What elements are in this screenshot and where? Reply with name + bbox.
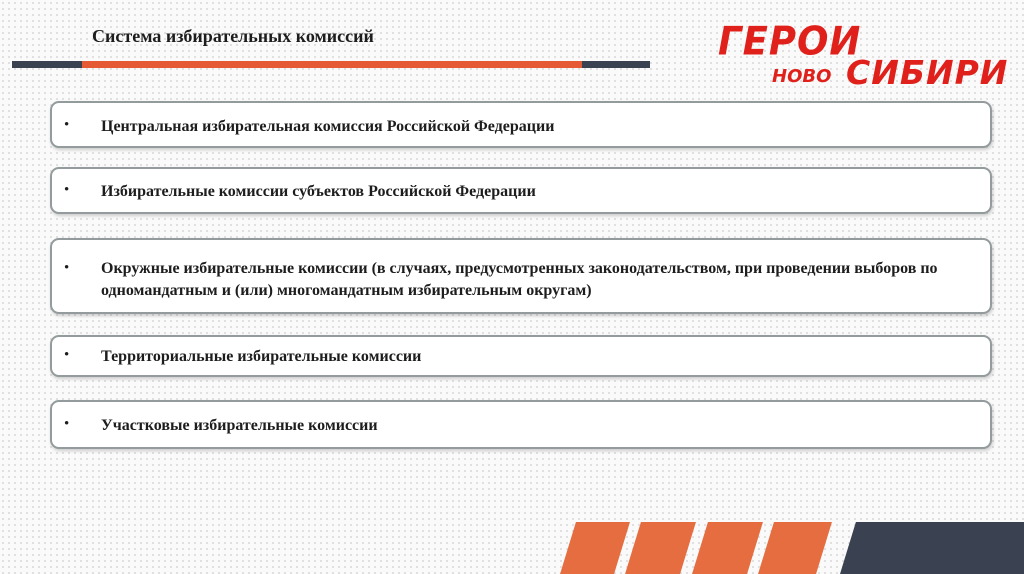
bullet: • [64,182,70,198]
decor-stripe [758,522,832,574]
logo-text-line2: СИБИРИ [846,53,1009,92]
bullet: • [64,260,70,276]
decor-stripe [625,522,696,574]
list-item-text: Центральная избирательная комиссия Российской Федерации [101,118,555,135]
bullet: • [64,416,70,432]
logo-text-line1: ГЕРОИ [718,18,862,65]
title-rule-right [582,61,650,68]
decor-stripe [560,522,630,574]
list-item [50,238,992,314]
bullet: • [64,347,70,363]
slide-title: Система избирательных комиссий [92,26,374,46]
list-item [50,335,992,377]
list-item-text: Избирательные комиссии субъектов Российской Федерации [101,183,536,200]
list-item [50,400,992,449]
decor-stripe [692,522,763,574]
title-rule-left [12,61,82,68]
list-item-text: Окружные избирательные комиссии (в случаях, предусмотренных законодательством, при проведении выборов по одномандатным и (или) многомандатным избирательным округам) [101,260,938,299]
list-item [50,167,992,214]
logo [716,18,1009,92]
list-item-text: Территориальные избирательные комиссии [101,348,422,365]
title-rule-accent [82,61,582,68]
list-item-text: Участковые избирательные комиссии [101,417,378,434]
list-item [50,101,992,148]
decor-dark-block [840,522,1024,574]
logo-text-small: НОВО [772,66,832,87]
bullet: • [64,117,70,133]
